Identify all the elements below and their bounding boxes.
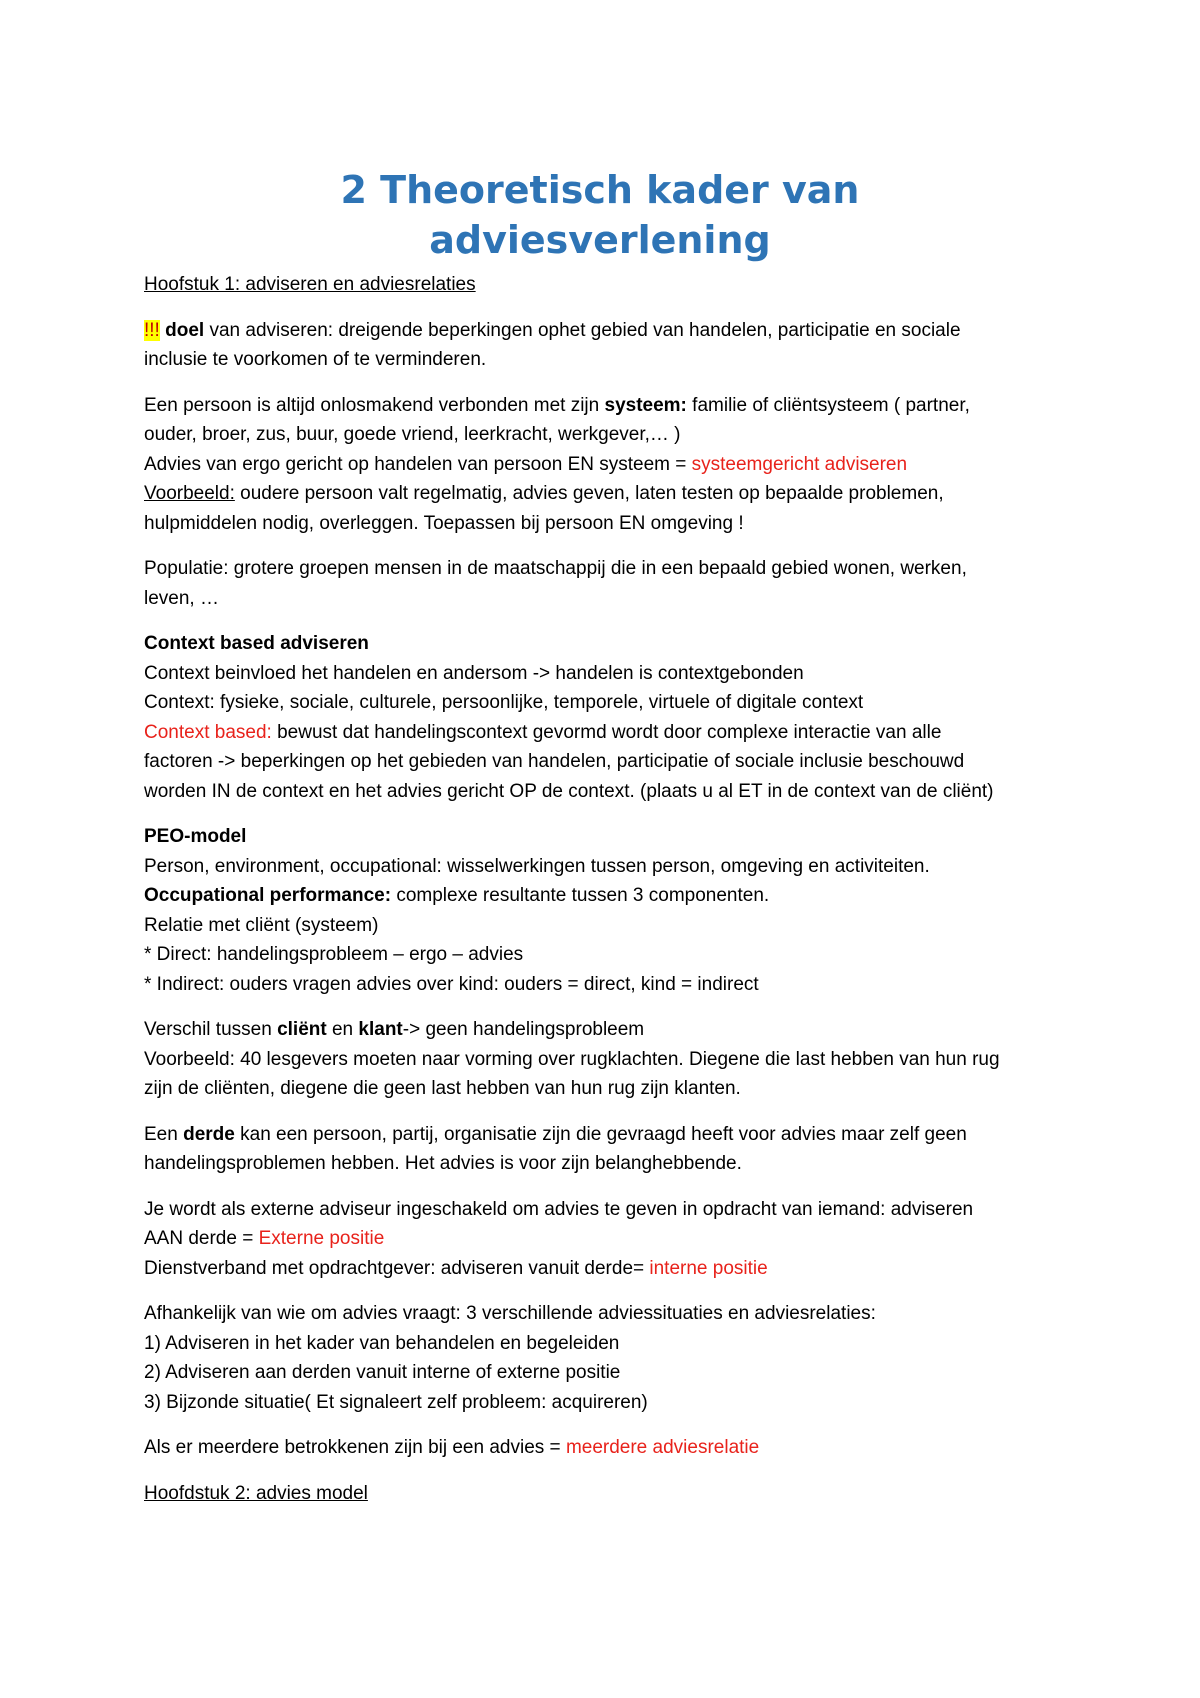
- paragraph-verschil: Verschil tussen cliënt en klant-> geen handelingsprobleem Voorbeeld: 40 lesgevers moeten naar vorming over rugklachten. Diegene die last hebben van hun rug zijn de cliënten, diegene die geen last hebben van hun rug zijn klanten.: [144, 1019, 1000, 1099]
- term-externe-positie: Externe positie: [258, 1228, 385, 1249]
- chapter-2-heading: Hoofdstuk 2: advies model: [144, 1482, 368, 1504]
- chapter-1-heading: Hoofstuk 1: adviseren en adviesrelaties: [144, 274, 476, 295]
- term-meerdere-adviesrelatie: meerdere adviesrelatie: [565, 1437, 760, 1458]
- term-context-based: Context based:: [144, 721, 272, 743]
- paragraph-populatie: Populatie: grotere groepen mensen in de maatschappij die in een bepaald gebied wonen, werken, leven, …: [144, 558, 967, 609]
- title-line-1: 2 Theoretisch kader van: [340, 168, 860, 212]
- paragraph-doel: !!! doel van adviseren: dreigende beperkingen ophet gebied van handelen, participatie en sociale inclusie te voorkomen of te verminderen.: [144, 319, 961, 370]
- term-systeemgericht: systeemgericht adviseren: [691, 453, 908, 475]
- paragraph-derde: Een derde kan een persoon, partij, organisatie zijn die gevraagd heeft voor advies maar zelf geen handelingsproblemen hebben. Het advies is voor zijn belanghebbende.: [144, 1123, 967, 1174]
- list-item: 1) Adviseren in het kader van behandelen en begeleiden: [144, 1332, 620, 1354]
- peo-heading: PEO-model: [144, 826, 247, 847]
- section-context-based: Context based adviseren Context beinvloed het handelen en andersom -> handelen is contextgebonden Context: fysieke, sociale, culturele, persoonlijke, temporele, virtuele of digitale context Context based: bewust dat handelingscontext gevormd wordt door complexe interactie van alle factoren -> beperkingen op het gebieden van handelen, participatie of sociale inclusie beschouwd worden IN de context en het advies gericht OP de context. (plaats u al ET in de context van de cliënt): [144, 629, 1074, 806]
- document-body: [144, 270, 1074, 1524]
- term-interne-positie: interne positie: [649, 1257, 768, 1279]
- paragraph-positie: Je wordt als externe adviseur ingeschakeld om advies te geven in opdracht van iemand: adviseren AAN derde = Externe positie Dienstverband met opdrachtgever: adviseren vanuit derde= interne positie: [144, 1198, 974, 1279]
- list-item: 2) Adviseren aan derden vanuit interne of externe positie: [144, 1362, 621, 1383]
- title-line-2: adviesverlening: [429, 218, 771, 262]
- page-title: [0, 165, 1200, 265]
- paragraph-meerdere: Als er meerdere betrokkenen zijn bij een advies = meerdere adviesrelatie: [144, 1437, 760, 1458]
- list-item: 3) Bijzonde situatie( Et signaleert zelf probleem: acquireren): [144, 1391, 648, 1413]
- highlight-marker: !!!: [144, 319, 160, 341]
- paragraph-systeem: Een persoon is altijd onlosmakend verbonden met zijn systeem: familie of cliëntsysteem ( partner, ouder, broer, zus, buur, goede vriend, leerkracht, werkgever,… ) Advies van ergo gericht op handelen van persoon EN systeem = systeemgericht adviseren Voorbeeld: oudere persoon valt regelmatig, advies geven, laten testen op bepaalde problemen, hulpmiddelen nodig, overleggen. Toepassen bij persoon EN omgeving !: [144, 394, 970, 534]
- section-peo-model: PEO-model Person, environment, occupational: wisselwerkingen tussen person, omgeving en activiteiten. Occupational performance: complexe resultante tussen 3 componenten. Relatie met cliënt (systeem) * Direct: handelingsprobleem – ergo – advies * Indirect: ouders vragen advies over kind: ouders = direct, kind = indirect: [144, 822, 1074, 999]
- context-heading: Context based adviseren: [144, 633, 369, 654]
- paragraph-adviessituaties: Afhankelijk van wie om advies vraagt: 3 verschillende adviessituaties en adviesrelaties: 1) Adviseren in het kader van behandelen en begeleiden 2) Adviseren aan derden vanuit interne of externe positie 3) Bijzonde situatie( Et signaleert zelf probleem: acquireren): [144, 1299, 1074, 1417]
